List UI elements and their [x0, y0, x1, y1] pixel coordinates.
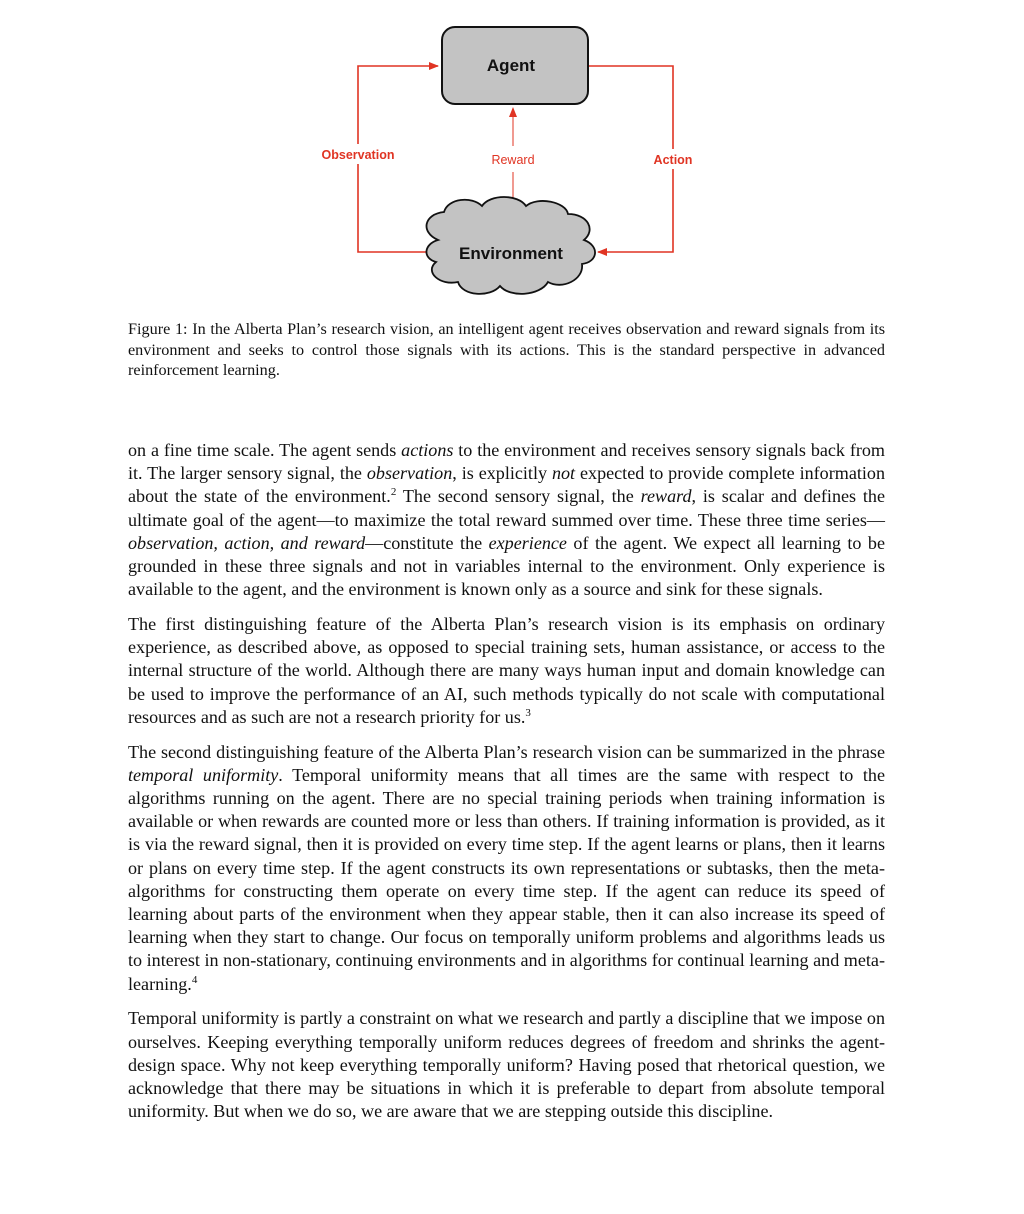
emphasis: actions [401, 440, 454, 460]
agent-environment-diagram [0, 0, 1024, 310]
agent-label: Agent [486, 56, 536, 75]
footnote-marker: 3 [525, 706, 531, 719]
paragraph-2 [128, 613, 885, 729]
action-label: Action [653, 153, 693, 167]
text-run: —constitute the [365, 532, 489, 553]
text-run: expected to provide complete information about the state of the environment. [128, 463, 886, 507]
text-run: , is scalar and defines the ultimate goal of the agent—to maximize the total reward summed over time. These three time series— [128, 486, 886, 530]
text-run: . Temporal uniformity means that all times are the same with respect to the algorithms running on the agent. There are no special training periods when training information is available or when rewards are counted more or less than others. If training information is provided, as it is via the reward signal, then it is provided on every time step. If the agent learns or plans, then it learns or plans on every time step. If the agent constructs its own representations or subtasks, then the meta-algorithms for constructing them operate on every time step. If the agent can reduce its speed of learning about parts of the environment when they appear stable, then it can also increase its speed of learning when they start to change. Our focus on temporally uniform problems and algorithms leads us to interest in non-stationary, continuing environments and in algorithms for continual learning and meta-learning. [128, 764, 885, 994]
body-text [128, 439, 885, 1135]
emphasis: reward [640, 486, 692, 507]
observation-label: Observation [321, 148, 395, 162]
paragraph-1 [128, 439, 885, 601]
paragraph-4 [128, 1007, 885, 1123]
text-run: Temporal uniformity is partly a constraint on what we research and partly a discipline that we impose on ourselves. Keeping everything temporally uniform reduces degrees of freedom and shrinks the agent-design space. Why not keep everything temporally uniform? Having posed that rhetorical question, we acknowledge that there may be situations in which it is preferable to depart from absolute temporal uniformity. But when we do so, we are aware that we are stepping outside this discipline. [128, 1008, 885, 1122]
text-run: The second sensory signal, the [396, 486, 641, 507]
emphasis: temporal uniformity [128, 764, 279, 785]
emphasis: observation [366, 463, 453, 484]
emphasis: observation, action, and reward [128, 532, 366, 553]
figure-caption [128, 319, 885, 381]
text-run: on a fine time scale. The agent sends [128, 440, 402, 460]
text-run: , is explicitly [452, 463, 552, 484]
reward-label: Reward [491, 153, 535, 167]
text-run: to the environment and receives sensory signals back from it. The larger sensory signal, the [128, 440, 885, 484]
emphasis: experience [488, 532, 567, 553]
emphasis: not [551, 463, 576, 484]
text-run: of the agent. We expect all learning to be grounded in these three signals and not in variables internal to the environment. Only experience is available to the agent, and the environment is known only as a source and sink for these signals. [128, 532, 885, 600]
footnote-marker: 4 [191, 973, 198, 986]
footnote-marker: 2 [390, 486, 397, 499]
text-run: The second distinguishing feature of the Alberta Plan’s research vision can be summarized in the phrase [128, 741, 885, 762]
text-run: The first distinguishing feature of the Alberta Plan’s research vision is its emphasis on ordinary experience, as described above, as opposed to special training sets, human assistance, or access to the internal structure of the world. Although there are many ways human input and domain knowledge can be used to improve the performance of an AI, such methods typically do not scale with computational resources and as such are not a research priority for us. [128, 614, 885, 727]
caption-label: Figure 1: [128, 320, 188, 338]
caption-text: In the Alberta Plan’s research vision, an intelligent agent receives observation and reward signals from its environment and seeks to control those signals with its actions. This is the standard perspective in advanced reinforcement learning. [128, 320, 886, 379]
paragraph-3 [128, 741, 885, 996]
environment-label: Environment [459, 244, 563, 263]
